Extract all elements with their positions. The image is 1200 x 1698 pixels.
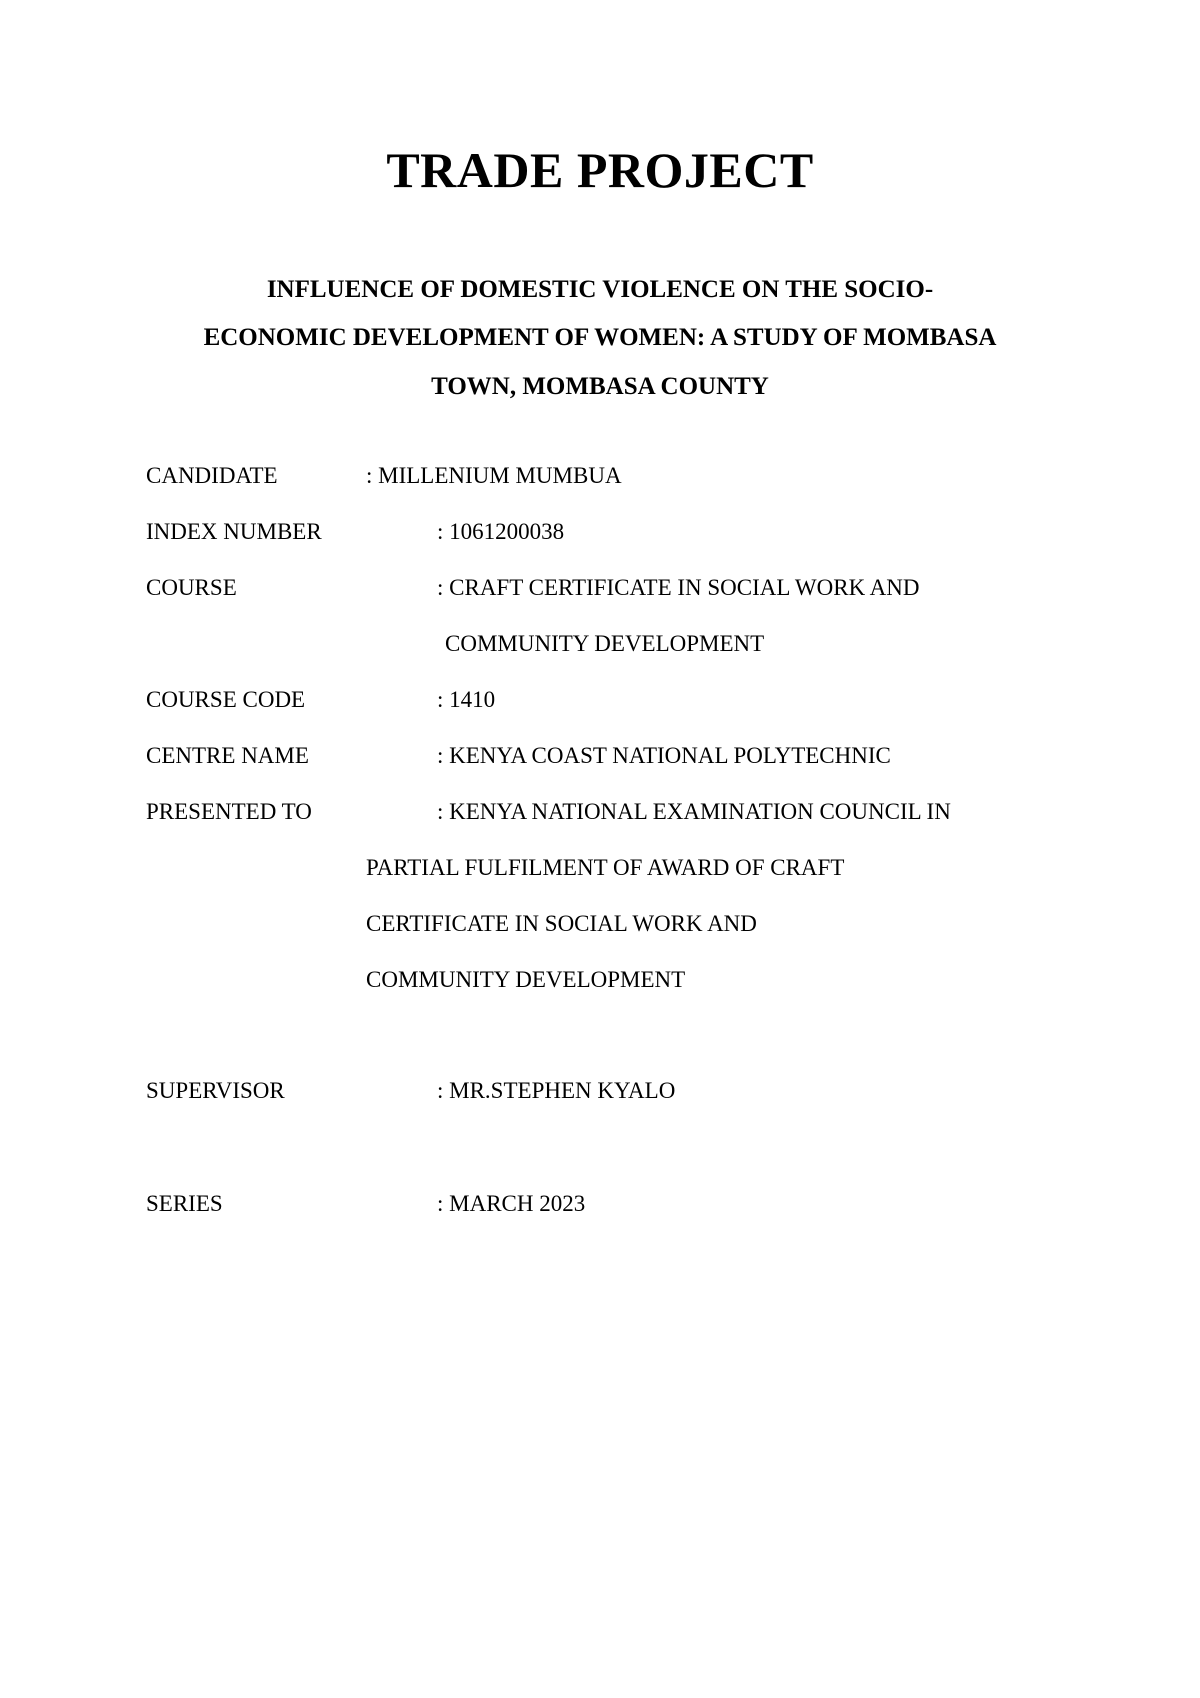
course-label: COURSE xyxy=(146,575,237,600)
centre-name-value: : KENYA COAST NATIONAL POLYTECHNIC xyxy=(437,743,891,768)
candidate-value: : MILLENIUM MUMBUA xyxy=(366,463,622,488)
series-value: : MARCH 2023 xyxy=(437,1191,586,1216)
centre-name-label: CENTRE NAME xyxy=(146,743,309,768)
project-subtitle-line-1: INFLUENCE OF DOMESTIC VIOLENCE ON THE SOCIO- xyxy=(266,276,934,303)
document-title: TRADE PROJECT xyxy=(386,142,814,198)
course-value: : CRAFT CERTIFICATE IN SOCIAL WORK AND xyxy=(437,575,920,600)
course-code-label: COURSE CODE xyxy=(146,687,306,712)
presented-to-value-line-3: CERTIFICATE IN SOCIAL WORK AND xyxy=(366,911,757,936)
supervisor-label: SUPERVISOR xyxy=(146,1078,285,1103)
index-number-label: INDEX NUMBER xyxy=(146,519,322,544)
presented-to-value-line-2: PARTIAL FULFILMENT OF AWARD OF CRAFT xyxy=(366,855,845,880)
series-label: SERIES xyxy=(146,1191,223,1216)
project-subtitle-line-2: ECONOMIC DEVELOPMENT OF WOMEN: A STUDY OF MOMBASA xyxy=(203,324,997,351)
project-subtitle-line-3: TOWN, MOMBASA COUNTY xyxy=(431,373,769,400)
candidate-label: CANDIDATE xyxy=(146,463,278,488)
presented-to-value-line-4: COMMUNITY DEVELOPMENT xyxy=(366,967,686,992)
course-value-continued: COMMUNITY DEVELOPMENT xyxy=(445,631,765,656)
supervisor-value: : MR.STEPHEN KYALO xyxy=(437,1078,676,1103)
index-number-value: : 1061200038 xyxy=(437,519,565,544)
presented-to-label: PRESENTED TO xyxy=(146,799,312,824)
course-code-value: : 1410 xyxy=(437,687,496,712)
presented-to-value: : KENYA NATIONAL EXAMINATION COUNCIL IN xyxy=(437,799,951,824)
